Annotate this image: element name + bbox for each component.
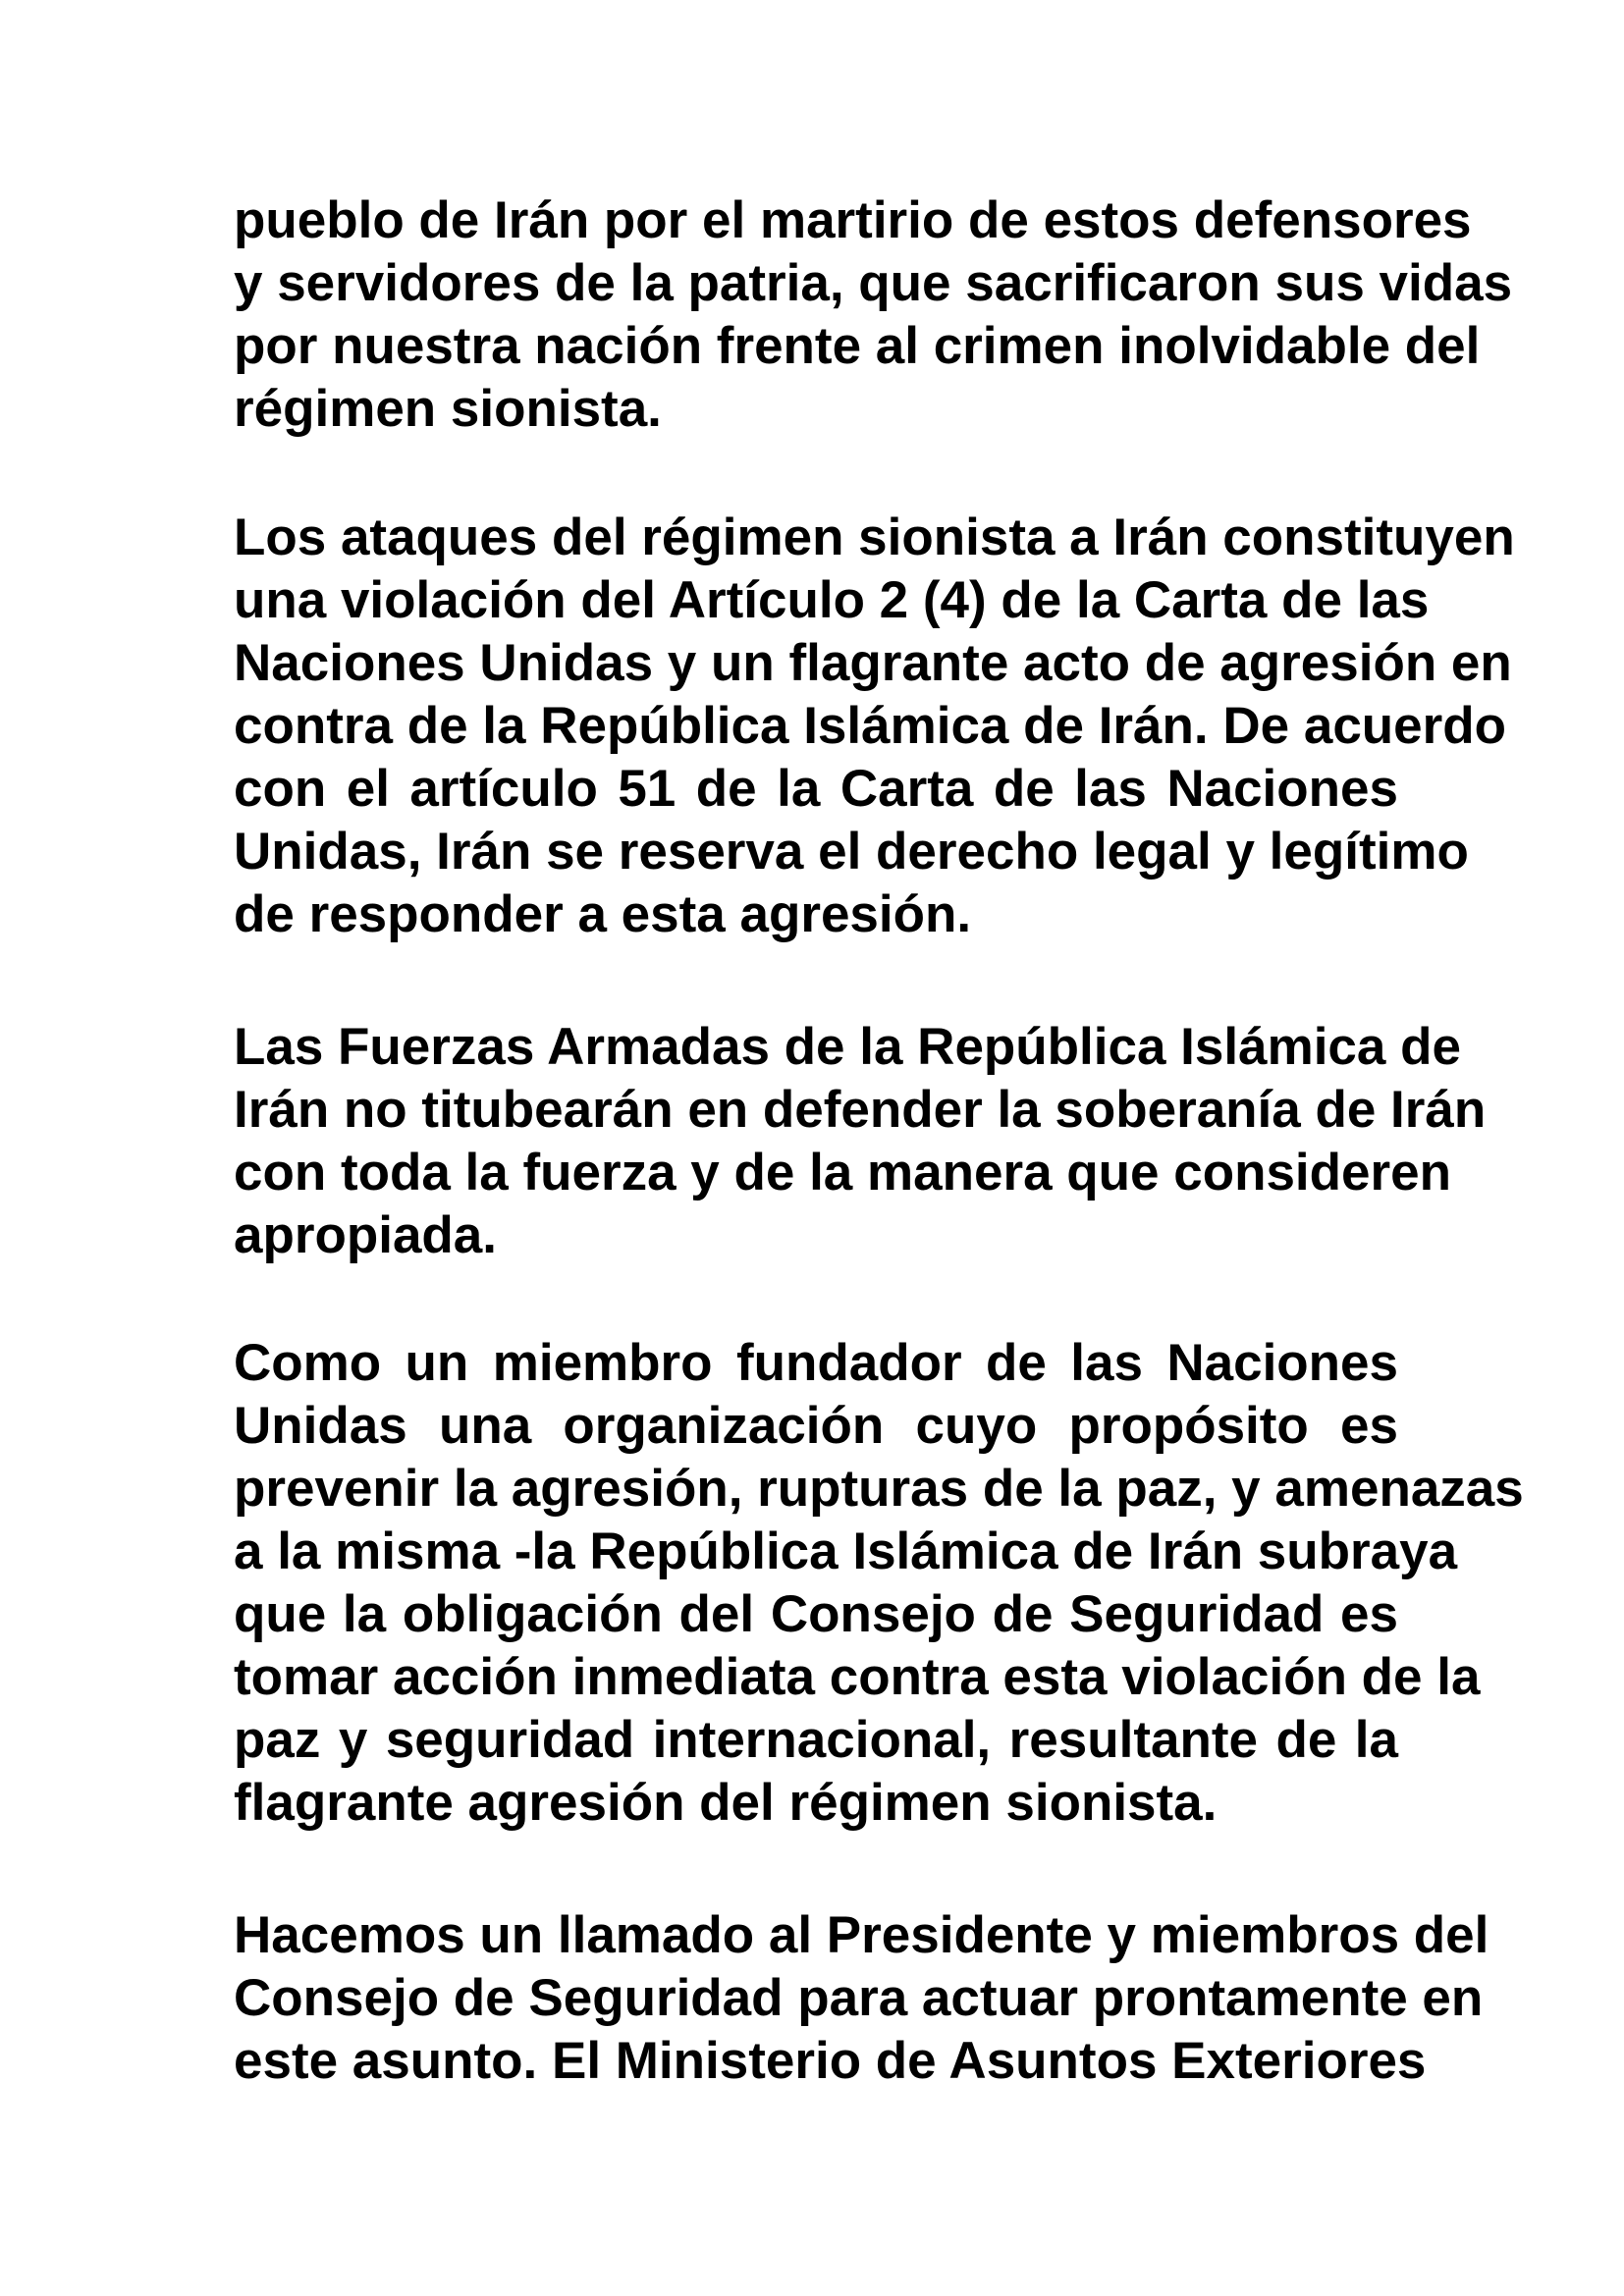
text-line: que la obligación del Consejo de Seguridad es — [234, 1585, 1398, 1643]
text-line: Hacemos un llamado al Presidente y miembros del — [234, 1906, 1489, 1964]
text-line: por nuestra nación frente al crimen inolvidable del — [234, 317, 1481, 375]
text-line: contra de la República Islámica de Irán. De acuerdo — [234, 697, 1507, 755]
text-line: a la misma -la República Islámica de Irán subraya — [234, 1522, 1458, 1580]
paragraph-armed-forces — [234, 1016, 1487, 1267]
text-line: de responder a esta agresión. — [234, 885, 972, 943]
text-line: este asunto. El Ministerio de Asuntos Exteriores — [234, 2032, 1427, 2090]
text-line: régimen sionista. — [234, 380, 662, 438]
text-line: Unidas, Irán se reserva el derecho legal y legítimo — [234, 823, 1469, 881]
text-line: y servidores de la patria, que sacrificaron sus vidas — [234, 254, 1513, 312]
text-line: Irán no titubearán en defender la soberanía de Irán — [234, 1081, 1487, 1139]
text-line: Como un miembro fundador de las Naciones — [234, 1334, 1398, 1392]
text-line: tomar acción inmediata contra esta violación de la — [234, 1648, 1481, 1706]
text-line: Las Fuerzas Armadas de la República Islámica de — [234, 1018, 1461, 1076]
paragraph-martyrdom — [234, 189, 1513, 441]
text-line: pueblo de Irán por el martirio de estos defensores — [234, 191, 1472, 249]
paragraph-call-to-action — [234, 1904, 1489, 2093]
text-line: Naciones Unidas y un flagrante acto de agresión en — [234, 634, 1512, 692]
text-line: Consejo de Seguridad para actuar prontamente en — [234, 1969, 1484, 2027]
text-line: prevenir la agresión, rupturas de la paz, y amenazas — [234, 1460, 1524, 1518]
text-line: con toda la fuerza y de la manera que consideren — [234, 1144, 1451, 1201]
paragraph-security-council-obligation — [234, 1332, 1524, 1835]
text-line: con el artículo 51 de la Carta de las Naciones — [234, 760, 1398, 818]
text-line: apropiada. — [234, 1206, 498, 1264]
text-line: paz y seguridad internacional, resultante de la — [234, 1711, 1398, 1769]
text-line: flagrante agresión del régimen sionista. — [234, 1774, 1218, 1832]
paragraph-un-charter-violation — [234, 507, 1515, 946]
text-line: Unidas una organización cuyo propósito es — [234, 1397, 1398, 1455]
text-line: Los ataques del régimen sionista a Irán constituyen — [234, 508, 1515, 566]
text-line: una violación del Artículo 2 (4) de la Carta de las — [234, 571, 1430, 629]
